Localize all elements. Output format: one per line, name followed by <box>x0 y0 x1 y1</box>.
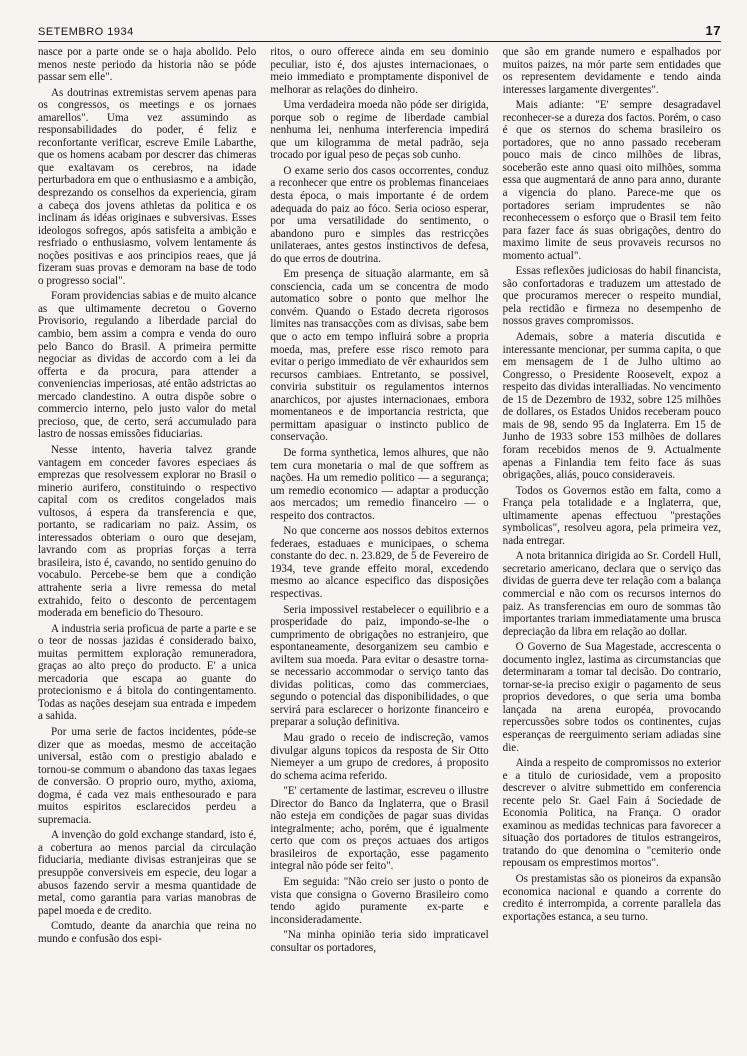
paragraph: A invenção do gold exchange standard, isto é, a cobertura ao menos parcial da circulação fiduciaria, mediante divisas estranjeiras que se presuppõe conversiveis em especie, deu logar a abusos fazendo servir a mesma quantidade de metal, como garantia para varias manobras de papel moeda e de credito. <box>38 829 257 917</box>
paragraph: Nesse intento, haveria talvez grande vantagem em conceder favores especiaes ás emprezas que resolvessem explorar no Brasil o minerio aurifero, constituindo o respectivo capital com os creditos congelados mais vultosos, á espera da transferencia e que, portanto, se radicariam no paiz. Assim, os interessados obteriam o ouro que desejam, lavrando com as proprias forças a terra brasileira, isto é, cavando, no sentido genuino do vocabulo. Percebe-se bem que a condição attrahente seria a livre remessa do metal extrahido, feito o desconto de percentagem moderada em beneficio do Thesouro. <box>38 443 257 620</box>
column-2 <box>270 46 488 1046</box>
paragraph: Por uma serie de factos incidentes, póde-se dizer que as moedas, mesmo de acceitação universal, estão com o prestigio abalado e tornou-se commum o abandono das taxas legaes de conversão. O proprio ouro, mytho, axioma, dogma, é cada vez mais enthesourado e para muitos espiritos esclarecidos perdeu a supremacia. <box>38 725 257 826</box>
header-date: SETEMBRO 1934 <box>38 26 134 38</box>
paragraph: Ademais, sobre a materia discutida e interessante mencionar, per summa capita, o que em mensagem de 1 de Julho ultimo ao Congresso, o Presidente Roosevelt, expoz a respeito das dividas interalliadas. No vencimento de 15 de Dezembro de 1932, sobre 125 milhões de dollares, os Estados Unidos receberam pouco mais de 98, sendo 95 da Inglaterra. Em 15 de Junho de 1933 sobre 153 milhões de dollares foram recebidos menos de 9. Actualmente apenas a Finlandia tem feito face ás suas obrigações, aliás, pouco consideraveis. <box>502 331 721 482</box>
paragraph: Essas reflexões judiciosas do habil financista, são confortadoras e traduzem um attestado de que procuramos merecer o respeito mundial, pela rectidão e firmeza no desempenho de nossos graves compromissos. <box>502 265 721 328</box>
column-3 <box>503 46 721 1046</box>
paragraph: Os prestamistas são os pioneiros da expansão economica nacional e quando a corrente do credito é interrompida, a corrente parallela das exportações estanca, a seu turno. <box>502 873 721 923</box>
paragraph: Foram providencias sabias e de muito alcance as que ultimamente decretou o Governo Provisorio, regulando a liberdade parcial do cambio, bem assim a compra e venda do ouro pelo Banco do Brasil. A primeira permitte negociar as dividas de accordo com a lei da offerta e da procura, para attender a conveniencias imperiosas, até então adstrictas ao mercado clandestino. A outra dispõe sobre o commercio interno, pelo justo valor do metal precioso, que, de certo, será accumulado para lastro de nossas emissões fiduciarias. <box>38 290 257 441</box>
paragraph: "E' certamente de lastimar, escreveu o illustre Director do Banco da Inglaterra, que o Brasil não esteja em condições de pagar suas dividas integralmente; acho, porém, que é igualmente certo que com os preços actuaes dos artigos brasileiros de exportação, esse pagamento integral não póde ser feito". <box>270 785 489 873</box>
paragraph: que são em grande numero e espalhados por muitos paizes, na mór parte sem entidades que os representem devidamente e tendo ainda interesses largamente divergentes". <box>502 46 721 96</box>
paragraph: A nota britannica dirigida ao Sr. Cordell Hull, secretario americano, declara que o serviço das dividas de guerra deve ter relação com a balança commercial e não com os recursos internos do paiz. As transferencias em ouro de sommas tão importantes trariam immediatamente uma brusca depreciação da libra em relação ao dollar. <box>502 550 721 638</box>
header-rule <box>38 41 721 42</box>
page-number: 17 <box>705 23 721 38</box>
paragraph: Ainda a respeito de compromissos no exterior e a titulo de curiosidade, vem a proposito descrever o alvitre submettido em conferencia recente pelo Sr. Gael Fain á Sociedade de Economia Politica, na França. O orador examinou as medidas technicas para favorecer a situação dos portadores de titulos estrangeiros, tratando do que denomina o "cemiterio onde repousam os emprestimos mortos". <box>502 757 721 870</box>
paragraph: As doutrinas extremistas servem apenas para os congressos, os meetings e os jornaes amarellos". Uma vez assumindo as responsabilidades do poder, é feliz e reconfortante verificar, escreve Emile Labarthe, que os homens acabam por descrer das chimeras que exaltavam os cerebros, na idade perturbadora em que o enthusiasmo e a ambição, desprezando os conselhos da experiencia, giram a cabeça dos jovens athletas da politica e os inclinam ás idéas originaes e subversivas. Esses ideologos sofregos, após satisfeita a ambição e resfriado o enthusiasmo, volvem lentamente ás noções positivas e aos principios reaes, que já fizeram suas provas e demoram na base de todo o progresso social". <box>38 86 257 287</box>
paragraph: Uma verdadeira moeda não póde ser dirigida, porque sob o regime de liberdade cambial nenhuma lei, nenhuma interferencia impedirá que um kilogramma de metal padrão, seja trocado por igual peso de peças sob cunho. <box>270 99 489 162</box>
paragraph: ritos, o ouro offerece ainda em seu dominio peculiar, isto é, dos ajustes internacionaes, o meio immediato e promptamente disponivel de melhorar as relações do dinheiro. <box>270 46 489 96</box>
text-columns <box>38 46 721 1046</box>
paragraph: Comtudo, deante da anarchia que reina no mundo e confusão dos espi- <box>38 920 257 945</box>
running-header <box>38 22 721 38</box>
paragraph: Todos os Governos estão em falta, como a França pela totalidade e a Inglaterra, que, ultimamente apenas effectuou "prestações symbolicas", resolveu agora, pela primeira vez, nada entregar. <box>502 484 721 547</box>
paragraph: No que concerne aos nossos debitos externos federaes, estaduaes e municipaes, o schema constante do dec. n. 23.829, de 5 de Fevereiro de 1934, teve grande effeito moral, excedendo mesmo ao alcance especifico das disposições respectivas. <box>270 525 489 600</box>
paragraph: "Na minha opinião teria sido impraticavel consultar os portadores, <box>270 929 489 954</box>
paragraph: A industria seria proficua de parte a parte e se o teor de nossas jazidas é considerado baixo, muitas permittem exploração remuneradora, graças ao alto preço do producto. E' a unica mercadoria que escapa ao guante do protecionismo e á bitola do contingentamento. Todas as nações desejam sua entrada e impedem a sahida. <box>38 622 257 723</box>
paragraph: De forma synthetica, lemos alhures, que não tem cura monetaria o mal de que soffrem as nações. Ha um remedio politico — a segurança; um remedio economico — adaptar a producção aos mercados; um remedio financeiro — o respeito dos contractos. <box>270 446 489 522</box>
paragraph: Mais adiante: "E' sempre desagradavel reconhecer-se a dureza dos factos. Porém, o caso é que os sternos do schema brasileiro os portadores, que no anno passado receberam pouco mais de cinco milhões de libras, soceberão este anno quasi oito milhões, somma essa que augmentará de anno para anno, durante a vigencia do plano. Parece-me que os portadores seriam imprudentes se não reconhecessem o esforço que o Brasil tem feito para fazer face ás suas obrigações, dentro do maximo limite de seus provaveis recursos no momento actual". <box>502 99 721 262</box>
paragraph: Em presença de situação alarmante, em sã consciencia, cada um se concentra de modo automatico sobre o ponto que melhor lhe convém. Quando o Estado decreta rigorosos limites nas transacções com as divisas, sabe bem que o acto em tempo influirá sobre a propria moeda, mas, prefere esse risco remoto para evitar o perigo immediato de vêr exhauridos sem recursos cambiaes. Entretanto, se possivel, conviria substituir os regulamentos internos anarchicos, por ajustes internacionaes, embora momentaneos e de importancia restricta, que permittam apasiguar o instincto publico de conservação. <box>270 268 489 444</box>
paragraph: Em seguida: "Não creio ser justo o ponto de vista que consigna o Governo Brasileiro como tendo agido puramente ex-parte e inconsideradamente. <box>270 876 489 926</box>
paragraph: nasce por a parte onde se o haja abolido. Pelo menos neste periodo da historia não se póde passar sem elle". <box>38 46 257 84</box>
paragraph: Mau grado o receio de indiscreção, vamos divulgar alguns topicos da resposta de Sir Otto Niemeyer a um grupo de credores, á proposito do schema acima referido. <box>270 731 489 782</box>
column-1 <box>38 46 256 1046</box>
paragraph: O Governo de Sua Magestade, accrescenta o documento inglez, lastima as circumstancias que determinaram a tomar tal decisão. Do contrario, tornar-se-ia preciso exigir o pagamento de seus proprios devedores, o que seria uma bomba lançada na arena européa, provocando repercussões sobre todos os continentes, cujas esperanças de reerguimento seriam adiadas sine die. <box>502 641 721 754</box>
paragraph: O exame serio dos casos occorrentes, conduz a reconhecer que entre os problemas financeiaes desta época, o mais importante é de ordem adequada do paiz ao fóco. Seria ocioso esperar, por uma versatilidade do sentimento, o abandono puro e simples das restricções unilateraes, antes gestos instinctivos de defesa, do que erros de doutrina. <box>270 164 489 265</box>
paragraph: Seria impossivel restabelecer o equilibrio e a prosperidade do paiz, impondo-se-lhe o cumprimento de obrigações no estranjeiro, que espontaneamente, desorganizem seu cambio e aviltem sua moeda. Para evitar o desastre torna-se necessario accommodar o serviço tanto das dividas politicas, como das commerciaes, segundo o potencial das disponibilidades, o que servirá para esclarecer o horizonte financeiro e preparar a solução definitiva. <box>270 603 489 729</box>
